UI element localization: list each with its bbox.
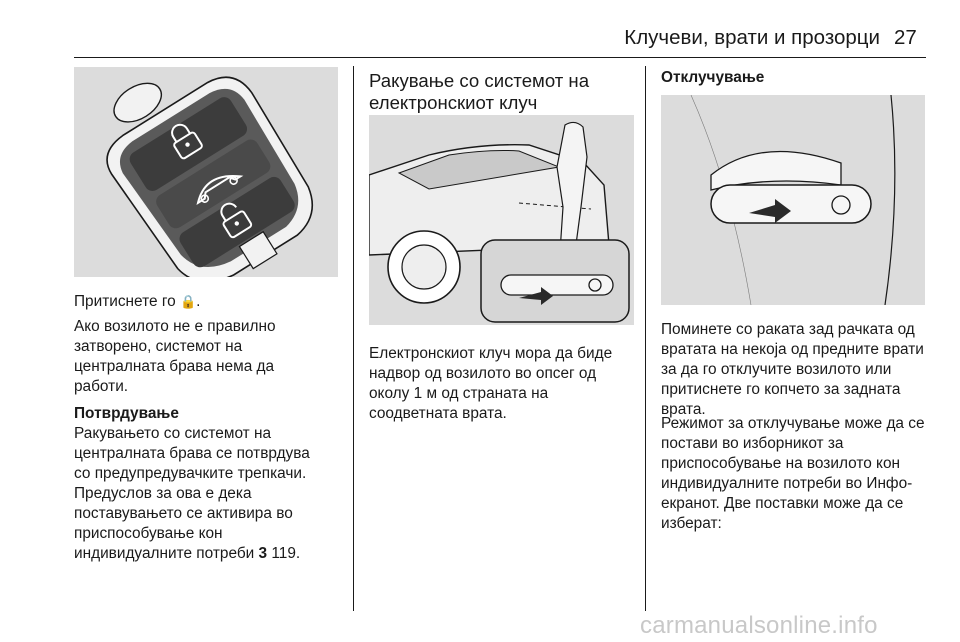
- lock-icon: 🔒: [179, 295, 197, 310]
- press-instruction: [74, 292, 344, 313]
- electronic-key-paragraph: Електронскиот клуч мора да биде надвор од возилото во опсег од околу 1 м од страната на соодветната врата.: [369, 345, 613, 422]
- door-handle-illustration: [661, 95, 925, 305]
- key-fob-svg: [74, 67, 338, 277]
- electronic-key-heading: Ракување со системот на електронскиот клуч: [369, 70, 590, 113]
- press-text-before: Притиснете го: [74, 293, 180, 310]
- confirmation-line: приспособување кон: [74, 525, 223, 542]
- confirmation-last-text: индивидуалните потреби: [74, 545, 255, 562]
- confirmation-heading: Потврдување: [74, 405, 179, 422]
- unlocking-paragraph-1: Поминете со раката зад рачката од вратата на некоја од предните врати за да го отклучите возилото или притиснете го копчето за задната врата.: [661, 321, 924, 418]
- confirmation-line: поставувањето се активира во: [74, 505, 293, 522]
- unlocking-heading: Отклучување: [661, 69, 765, 86]
- car-svg: [369, 115, 634, 325]
- page-ref-arrow-icon: 3: [258, 545, 268, 562]
- lock-warning-paragraph: Ако возилото не е правилно затворено, системот на централната брава нема да работи.: [74, 318, 276, 395]
- confirmation-line: Предуслов за ова е дека: [74, 485, 252, 502]
- column-divider-2: [645, 66, 646, 611]
- key-fob-illustration: [74, 67, 338, 277]
- running-header-title: Клучеви, врати и прозорци: [624, 26, 880, 49]
- unlocking-paragraph-2: Режимот за отклучување може да се постави во изборникот за приспособување на возилото кон индивидуалните потреби во Инфо-екранот. Две поставки може да се изберат:: [661, 415, 925, 532]
- door-handle-svg: [661, 95, 925, 305]
- confirmation-line: со предупредувачките трепкачи.: [74, 465, 307, 482]
- header-rule: [74, 57, 926, 58]
- site-watermark: carmanualsonline.info: [640, 612, 878, 639]
- confirmation-line-last: [74, 544, 344, 564]
- page-reference-link[interactable]: 119.: [271, 545, 301, 562]
- confirmation-paragraph: [74, 424, 344, 564]
- confirmation-line: Ракувањето со системот на: [74, 425, 272, 442]
- electronic-key-car-illustration: [369, 115, 634, 325]
- column-divider-1: [353, 66, 354, 611]
- press-text-after: .: [196, 293, 201, 310]
- confirmation-line: централната брава се потврдува: [74, 445, 310, 462]
- page-number: 27: [894, 26, 917, 49]
